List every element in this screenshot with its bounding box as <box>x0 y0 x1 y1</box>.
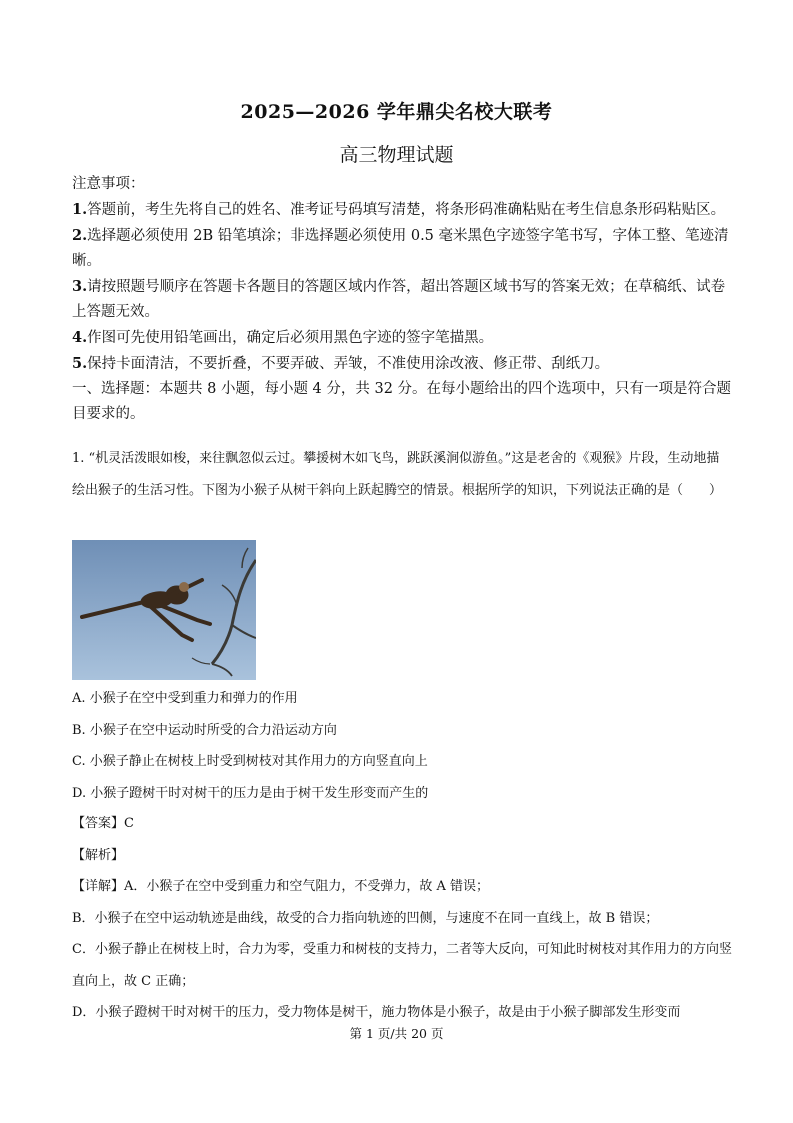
question-stem-text: 1. “机灵活泼眼如梭，来往飘忽似云过。攀援树木如飞鸟，跳跃溪涧似游鱼。”这是老舍的《观猴》片段，生动地描绘出猴子的生活习性。下图为小猴子从树干斜向上跃起腾空的情景。根据所学的知识，下列说法正确的是（ ） <box>72 451 723 498</box>
note-text: 作图可先使用铅笔画出，确定后必须用黑色字迹的签字笔描黑。 <box>87 330 494 346</box>
option-c: C. 小猴子静止在树枝上时受到树枝对其作用力的方向竖直向上 <box>72 754 428 769</box>
exam-title: 2025—2026 学年鼎尖名校大联考 <box>240 101 553 123</box>
exam-subtitle: 高三物理试题 <box>339 144 454 166</box>
detail-c: C．小猴子静止在树枝上时，合力为零，受重力和树枝的支持力，二者等大反向，可知此时树枝对其作用力的方向竖直向上，故 C 正确； <box>72 942 732 989</box>
notes-section <box>72 172 732 427</box>
note-item-5 <box>72 351 732 377</box>
option-b: B. 小猴子在空中运动时所受的合力沿运动方向 <box>72 722 337 738</box>
detail-d: D．小猴子蹬树干时对树干的压力，受力物体是树干，施力物体是小猴子，故是由于小猴子脚部发生形变而 <box>72 1005 681 1020</box>
note-item-2 <box>72 223 732 274</box>
detail-b: B．小猴子在空中运动轨迹是曲线，故受的合力指向轨迹的凹侧，与速度不在同一直线上，故 B 错误； <box>72 910 659 926</box>
note-number: 2. <box>72 227 88 244</box>
note-text: 请按照题号顺序在答题卡各题目的答题区域内作答，超出答题区域书写的答案无效；在草稿纸、试卷上答题无效。 <box>72 279 726 320</box>
detail-a: 【详解】A．小猴子在空中受到重力和空气阻力，不受弹力，故 A 错误； <box>72 879 490 894</box>
notes-heading: 注意事项： <box>72 176 145 192</box>
answer-text: 【答案】C <box>72 816 134 831</box>
note-number: 3. <box>72 278 88 295</box>
note-number: 1. <box>72 201 88 218</box>
note-text: 答题前，考生先将自己的姓名、准考证号码填写清楚，将条形码准确粘贴在考生信息条形码粘贴区。 <box>87 202 726 218</box>
note-text: 保持卡面清洁，不要折叠，不要弄破、弄皱，不准使用涂改液、修正带、刮纸刀。 <box>87 356 610 372</box>
monkey-photo <box>72 540 256 680</box>
note-number: 5. <box>72 355 88 372</box>
question-1-options <box>72 683 732 809</box>
note-number: 4. <box>72 329 88 346</box>
note-item-3 <box>72 274 732 325</box>
page-footer: 第 1 页/共 20 页 <box>349 1026 444 1041</box>
answer-section <box>72 808 732 1029</box>
option-d: D. 小猴子蹬树干时对树干的压力是由于树干发生形变而产生的 <box>72 785 429 801</box>
question-1-stem <box>72 443 732 507</box>
note-item-1 <box>72 197 732 223</box>
analysis-label: 【解析】 <box>72 847 125 863</box>
section-heading: 一、选择题：本题共 8 小题，每小题 4 分，共 32 分。在每小题给出的四个选项中，只有一项是符合题目要求的。 <box>72 381 732 422</box>
note-item-4 <box>72 325 732 351</box>
option-a: A. 小猴子在空中受到重力和弹力的作用 <box>72 691 298 706</box>
note-text: 选择题必须使用 2B 铅笔填涂；非选择题必须使用 0.5 毫米黑色字迹签字笔书写，字体工整、笔迹清晰。 <box>72 228 729 269</box>
